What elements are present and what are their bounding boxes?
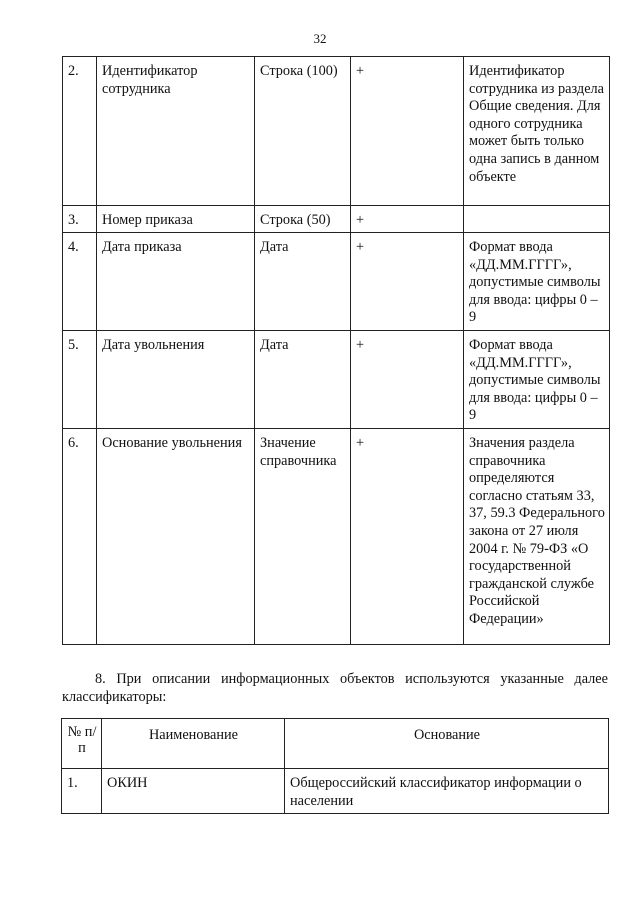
- attribute-name: Дата увольнения: [97, 331, 255, 429]
- table-row: [63, 206, 610, 233]
- table-row: [62, 769, 609, 814]
- row-number: 3.: [63, 206, 97, 233]
- header-basis: Основание: [285, 719, 609, 769]
- classifier-name: ОКИН: [102, 769, 285, 814]
- attribute-type: Значение справочника: [255, 429, 351, 645]
- header-number: № п/п: [62, 719, 102, 769]
- header-row: [62, 719, 609, 769]
- page-number: 32: [313, 31, 327, 46]
- attribute-required: +: [351, 206, 464, 233]
- paragraph-classifiers: 8. При описании информационных объектов используются указанные далее классификаторы:: [62, 671, 608, 705]
- header-name: Наименование: [102, 719, 285, 769]
- row-number: 6.: [63, 429, 97, 645]
- attribute-required: +: [351, 233, 464, 331]
- attribute-required: +: [351, 429, 464, 645]
- table-row: [63, 331, 610, 429]
- table-row: [63, 233, 610, 331]
- row-number: 2.: [63, 57, 97, 206]
- table-row: [63, 429, 610, 645]
- attribute-note: Идентификатор сотрудника из раздела Общие сведения. Для одного сотрудника может быть только одна запись в данном объекте: [464, 57, 610, 206]
- row-number: 4.: [63, 233, 97, 331]
- attribute-type: Дата: [255, 331, 351, 429]
- attribute-name: Основание увольнения: [97, 429, 255, 645]
- table-row: [63, 57, 610, 206]
- attribute-note: [464, 206, 610, 233]
- attribute-required: +: [351, 57, 464, 206]
- row-number: 5.: [63, 331, 97, 429]
- attribute-type: Строка (50): [255, 206, 351, 233]
- attributes-table: [62, 56, 610, 645]
- attribute-note: Формат ввода «ДД.ММ.ГГГГ», допустимые символы для ввода: цифры 0 – 9: [464, 233, 610, 331]
- attribute-note: Формат ввода «ДД.ММ.ГГГГ», допустимые символы для ввода: цифры 0 – 9: [464, 331, 610, 429]
- attribute-name: Номер приказа: [97, 206, 255, 233]
- attribute-note: Значения раздела справочника определяются согласно статьям 33, 37, 59.3 Федерального закона от 27 июля 2004 г. № 79-ФЗ «О государственной гражданской службе Российской Федерации»: [464, 429, 610, 645]
- attribute-type: Дата: [255, 233, 351, 331]
- row-number: 1.: [62, 769, 102, 814]
- attribute-name: Дата приказа: [97, 233, 255, 331]
- attribute-required: +: [351, 331, 464, 429]
- classifier-basis: Общероссийский классификатор информации о населении: [285, 769, 609, 814]
- classifiers-table: [61, 718, 609, 814]
- attribute-type: Строка (100): [255, 57, 351, 206]
- attribute-name: Идентификатор сотрудника: [97, 57, 255, 206]
